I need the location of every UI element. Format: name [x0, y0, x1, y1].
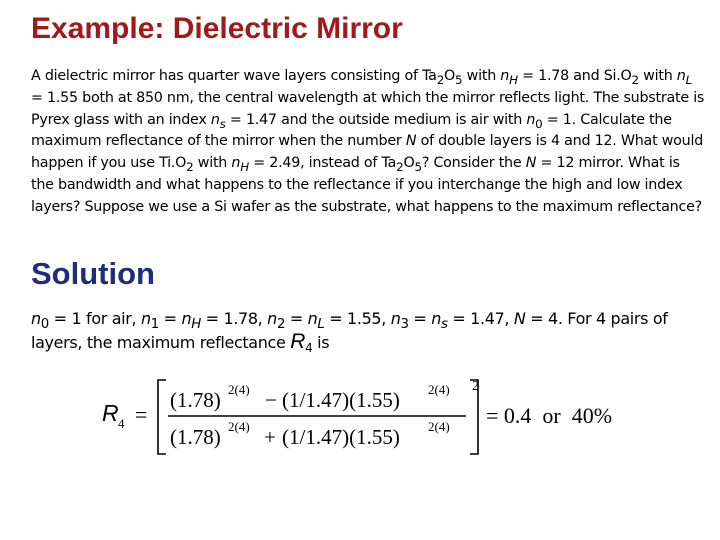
text-segment: 0: [40, 317, 49, 333]
left-bracket: [158, 380, 166, 454]
text-segment: ? Consider the: [421, 155, 526, 172]
text-segment: N: [525, 155, 537, 172]
text-segment: 5: [414, 160, 422, 175]
text-segment: = 1.55 both at 850 nm, the central wavelength at which the mirror reflects light. The substrate is Pyrex glass with an index: [31, 89, 705, 128]
denominator-exponent-b: 2(4): [428, 419, 450, 434]
solution-text: [31, 307, 701, 354]
text-segment: n: [31, 309, 41, 328]
denominator-exponent-a: 2(4): [228, 419, 250, 434]
equation-equals: =: [135, 402, 148, 427]
text-segment: n: [431, 309, 441, 328]
text-segment: N: [405, 133, 417, 150]
text-segment: n: [676, 68, 686, 84]
text-segment: = 1. Calculate the maximum reflectance of the mirror when the number: [31, 111, 672, 150]
reflectance-equation: [100, 374, 660, 460]
text-segment: N: [513, 309, 526, 328]
text-segment: with: [638, 68, 677, 84]
text-segment: 1: [150, 317, 159, 333]
text-segment: O: [403, 155, 415, 172]
text-segment: n: [390, 309, 401, 328]
text-segment: O: [444, 68, 456, 84]
text-segment: n: [181, 309, 192, 328]
denominator-term-b: (1/1.47)(1.55): [282, 425, 400, 449]
text-segment: n: [231, 155, 241, 172]
text-segment: 2: [276, 317, 286, 333]
text-segment: =: [158, 309, 182, 328]
text-segment: 5: [455, 72, 463, 87]
text-segment: s: [441, 317, 448, 333]
numerator-term-a: (1.78): [170, 388, 221, 412]
text-segment: = 1.47 and the outside medium is air with: [225, 111, 527, 128]
text-segment: 2: [186, 160, 194, 175]
outer-exponent: 2: [472, 379, 479, 394]
text-segment: = 1.55,: [324, 309, 391, 328]
text-segment: 4: [305, 341, 313, 356]
text-segment: =: [408, 309, 432, 328]
text-segment: n: [500, 68, 510, 84]
numerator-operator: −: [265, 388, 277, 412]
text-segment: with: [193, 155, 232, 172]
equation-result: = 0.4 or 40%: [486, 403, 613, 428]
text-segment: 2: [396, 160, 404, 175]
text-segment: =: [285, 309, 308, 328]
denominator-term-a: (1.78): [170, 425, 221, 449]
solution-heading: Solution: [31, 256, 155, 291]
text-segment: H: [509, 72, 518, 87]
problem-statement: [31, 66, 706, 219]
text-segment: L: [685, 72, 692, 87]
text-segment: L: [317, 317, 325, 333]
text-segment: = 4. For 4 pairs of layers, the maximum reflectance: [31, 309, 668, 352]
text-segment: 0: [535, 116, 543, 131]
text-segment: with: [462, 68, 501, 84]
numerator-term-b: (1/1.47)(1.55): [282, 388, 400, 412]
numerator-exponent-b: 2(4): [428, 382, 450, 397]
equation-lhs-symbol: R: [102, 400, 119, 426]
equation-lhs-subscript: 4: [118, 416, 125, 431]
text-segment: 3: [400, 317, 409, 333]
text-segment: = 2.49, instead of Ta: [248, 155, 397, 172]
text-segment: n: [526, 111, 536, 128]
text-segment: 2: [436, 72, 445, 87]
text-segment: n: [307, 309, 318, 328]
denominator-operator: +: [264, 425, 276, 449]
text-segment: = 1.78,: [200, 309, 268, 328]
text-segment: = 1.78 and Si.O: [517, 68, 632, 84]
text-segment: 2: [631, 72, 639, 87]
text-segment: is: [312, 333, 330, 352]
text-segment: = 12 mirror. What is the bandwidth and what happens to the reflectance if you interchange the high and low index layers? Suppose we use a Si wafer as the substrate, what happens to the maximum reflectance?: [31, 155, 702, 215]
text-segment: n: [140, 309, 151, 328]
text-segment: s: [219, 116, 226, 131]
text-segment: n: [210, 111, 220, 128]
slide-title: Example: Dielectric Mirror: [31, 12, 403, 45]
text-segment: A dielectric mirror has quarter wave layers consisting of Ta: [31, 68, 437, 84]
text-segment: n: [267, 309, 277, 328]
text-segment: of double layers is 4 and 12. What would happen if you use Ti.O: [31, 133, 704, 172]
text-segment: = 1 for air,: [48, 309, 141, 328]
text-segment: = 1.47,: [447, 309, 514, 328]
text-segment: R: [290, 330, 306, 353]
text-segment: H: [191, 317, 201, 333]
text-segment: H: [240, 160, 249, 175]
numerator-exponent-a: 2(4): [228, 382, 250, 397]
